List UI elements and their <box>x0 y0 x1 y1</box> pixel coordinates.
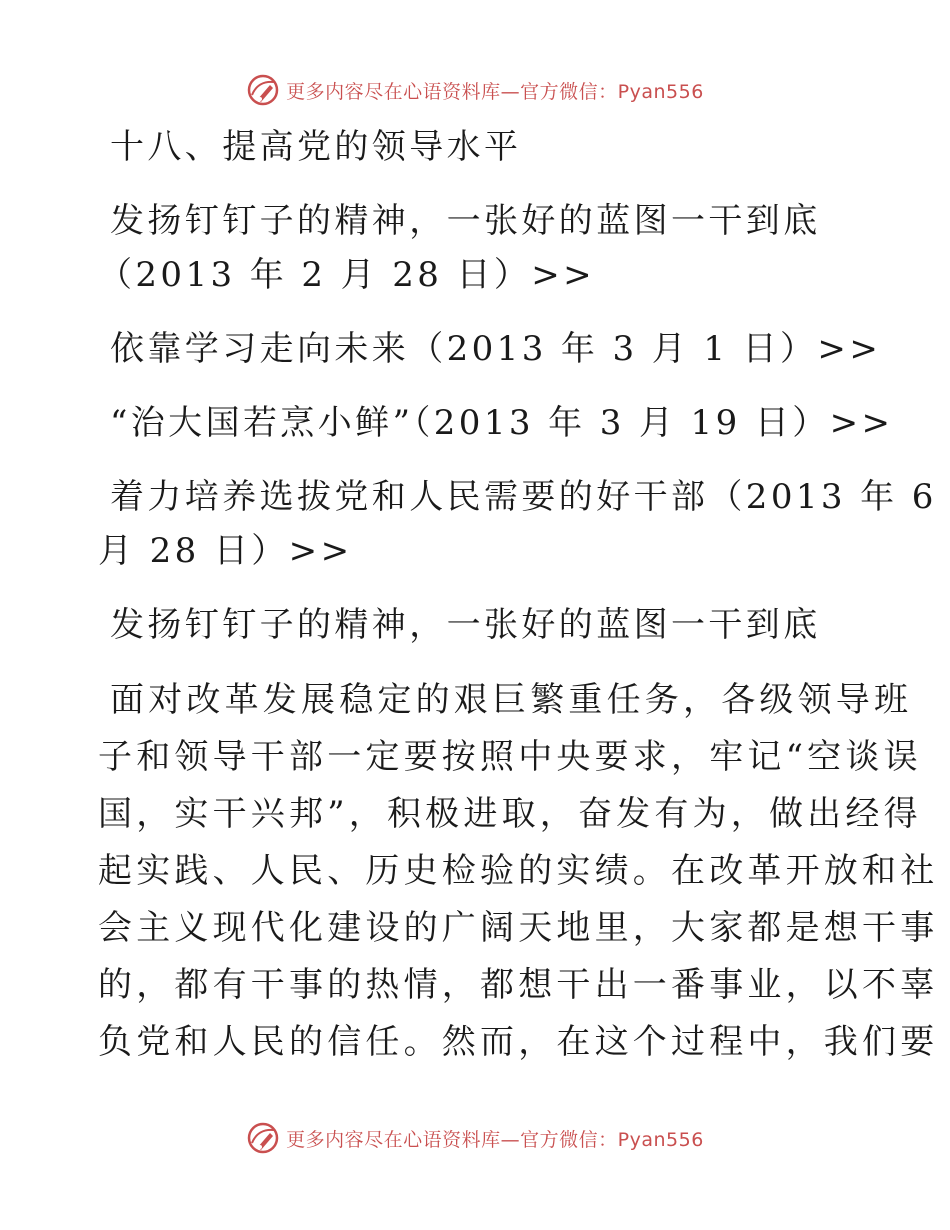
header-banner <box>0 70 950 110</box>
body-line: 面对改革发展稳定的艰巨繁重任务，各级领导班 <box>110 680 913 720</box>
pen-logo-icon <box>246 1121 280 1155</box>
toc-entry-4[interactable] <box>98 470 937 578</box>
toc-entry-3[interactable] <box>98 396 894 450</box>
body-paragraph <box>98 672 939 1071</box>
body-line: 子和领导干部一定要按照中央要求，牢记“空谈误 <box>98 737 922 777</box>
section-title: 发扬钉钉子的精神，一张好的蓝图一干到底 <box>110 605 821 645</box>
banner-text: 更多内容尽在心语资料库—官方微信：Pyan556 <box>286 1128 704 1151</box>
toc-entry-2[interactable] <box>98 322 882 376</box>
toc-entry-title: 发扬钉钉子的精神，一张好的蓝图一干到底 <box>110 201 821 241</box>
pen-logo-icon <box>246 73 280 107</box>
body-line: 会主义现代化建设的广阔天地里，大家都是想干事 <box>98 908 939 948</box>
toc-entry-title: 着力培养选拔党和人民需要的好干部（2013 年 6 <box>110 477 937 517</box>
body-line: 起实践、人民、历史检验的实绩。在改革开放和社 <box>98 851 939 891</box>
document-body <box>98 120 939 1071</box>
banner-inner <box>246 73 704 107</box>
body-line: 负党和人民的信任。然而，在这个过程中，我们要 <box>98 1022 939 1062</box>
toc-entry-date: 月 28 日）>> <box>98 531 353 571</box>
banner-inner <box>246 1121 704 1155</box>
body-line: 国，实干兴邦”，积极进取，奋发有为，做出经得 <box>98 794 922 834</box>
banner-text: 更多内容尽在心语资料库—官方微信：Pyan556 <box>286 80 704 103</box>
chapter-heading: 十八、提高党的领导水平 <box>110 127 522 167</box>
body-line: 的，都有干事的热情，都想干出一番事业，以不辜 <box>98 965 939 1005</box>
toc-entry-1[interactable] <box>98 194 858 302</box>
toc-entry-title: “治大国若烹小鲜”（2013 年 3 月 19 日）>> <box>110 403 894 443</box>
section-title-block <box>98 598 858 652</box>
toc-entry-title: 依靠学习走向未来（2013 年 3 月 1 日）>> <box>110 329 882 369</box>
footer-banner <box>0 1118 950 1158</box>
toc-entry-date: （2013 年 2 月 28 日）>> <box>98 255 596 295</box>
